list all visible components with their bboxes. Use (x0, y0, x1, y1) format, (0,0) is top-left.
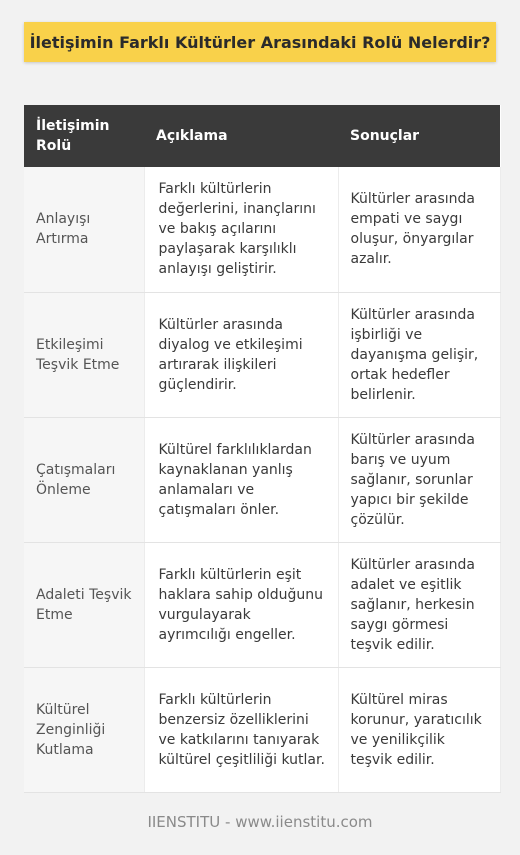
cell-role: Adaleti Teşvik Etme (24, 542, 144, 667)
cell-result: Kültürler arasında adalet ve eşitlik sağlanır, herkesin saygı görmesi teşvik edilir. (338, 542, 500, 667)
table-row (24, 292, 500, 417)
cell-role: Etkileşimi Teşvik Etme (24, 292, 144, 417)
cell-role: Kültürel Zenginliği Kutlama (24, 667, 144, 792)
cell-result: Kültürler arasında barış ve uyum sağlanır, sorunlar yapıcı bir şekilde çözülür. (338, 417, 500, 542)
footer-credit: IIENSTITU - www.iienstitu.com (147, 813, 373, 831)
cell-result: Kültürler arasında işbirliği ve dayanışma gelişir, ortak hedefler belirlenir. (338, 292, 500, 417)
cell-result: Kültürel miras korunur, yaratıcılık ve yenilikçilik teşvik edilir. (338, 667, 500, 792)
roles-table (24, 105, 501, 793)
title-banner (24, 22, 496, 62)
table-row (24, 167, 500, 292)
cell-description: Kültürel farklılıklardan kaynaklanan yanlış anlamaları ve çatışmaları önler. (144, 417, 338, 542)
header-role: İletişimin Rolü (24, 105, 144, 167)
table-row (24, 542, 500, 667)
header-result: Sonuçlar (338, 105, 500, 167)
cell-result: Kültürler arasında empati ve saygı oluşur, önyargılar azalır. (338, 167, 500, 292)
page-title: İletişimin Farklı Kültürler Arasındaki Rolü Nelerdir? (29, 32, 491, 52)
cell-role: Anlayışı Artırma (24, 167, 144, 292)
cell-description: Farklı kültürlerin eşit haklara sahip olduğunu vurgulayarak ayrımcılığı engeller. (144, 542, 338, 667)
table-header-row (24, 105, 500, 167)
cell-description: Kültürler arasında diyalog ve etkileşimi artırarak ilişkileri güçlendirir. (144, 292, 338, 417)
cell-description: Farklı kültürlerin benzersiz özelliklerini ve katkılarını tanıyarak kültürel çeşitliliği kutlar. (144, 667, 338, 792)
table-row (24, 667, 500, 792)
cell-role: Çatışmaları Önleme (24, 417, 144, 542)
header-description: Açıklama (144, 105, 338, 167)
cell-description: Farklı kültürlerin değerlerini, inançlarını ve bakış açılarını paylaşarak karşılıklı anlayışı geliştirir. (144, 167, 338, 292)
table-row (24, 417, 500, 542)
